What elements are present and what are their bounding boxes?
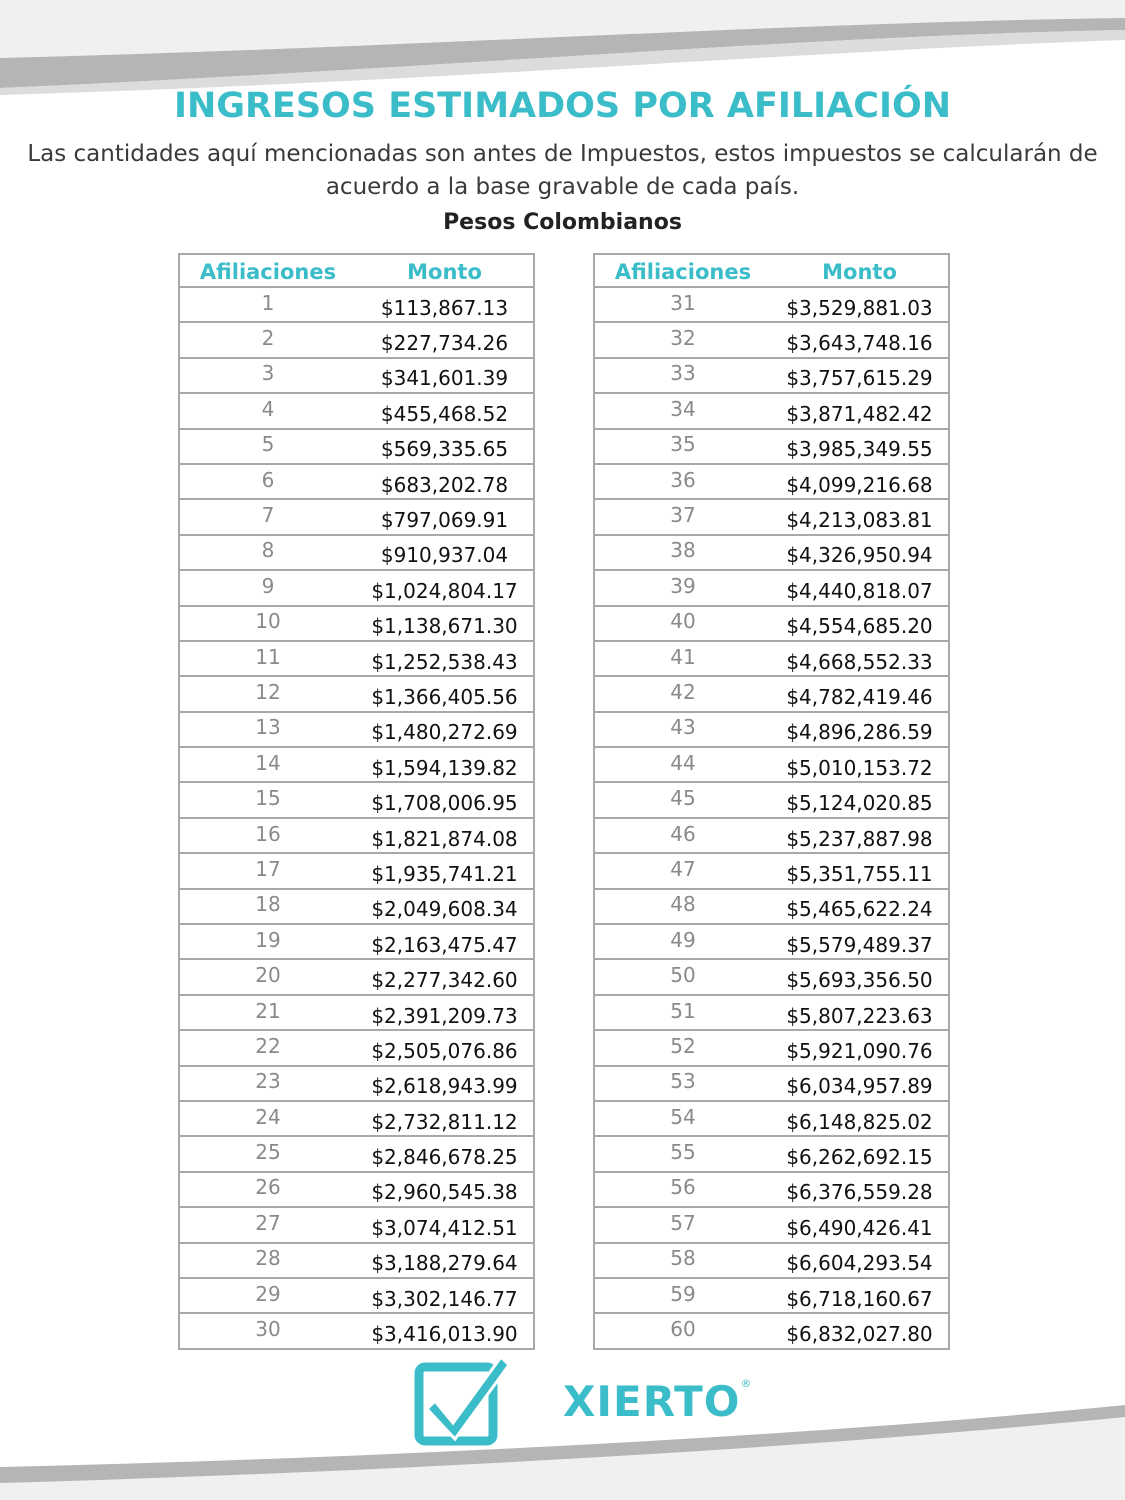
table-row: [594, 358, 949, 393]
afiliaciones-cell: 21: [179, 995, 356, 1030]
afiliaciones-cell: 9: [179, 570, 356, 605]
table-row: [594, 287, 949, 322]
monto-cell: $1,935,741.21: [356, 853, 534, 888]
afiliaciones-cell: 12: [179, 676, 356, 711]
afiliaciones-cell: 51: [594, 995, 771, 1030]
monto-cell: $455,468.52: [356, 393, 534, 428]
afiliaciones-cell: 35: [594, 429, 771, 464]
table-row: [594, 499, 949, 534]
monto-cell: $5,351,755.11: [771, 853, 949, 888]
monto-cell: $5,579,489.37: [771, 924, 949, 959]
table-row: [594, 570, 949, 605]
afiliaciones-cell: 22: [179, 1030, 356, 1065]
afiliaciones-cell: 43: [594, 712, 771, 747]
header-monto: Monto: [771, 254, 949, 287]
monto-cell: $1,708,006.95: [356, 782, 534, 817]
afiliaciones-cell: 57: [594, 1207, 771, 1242]
afiliaciones-cell: 24: [179, 1101, 356, 1136]
afiliaciones-cell: 59: [594, 1278, 771, 1313]
table-header-row: [179, 254, 534, 287]
monto-cell: $1,366,405.56: [356, 676, 534, 711]
table-row: [594, 641, 949, 676]
monto-cell: $4,213,083.81: [771, 499, 949, 534]
table-row: [594, 959, 949, 994]
monto-cell: $1,252,538.43: [356, 641, 534, 676]
table-row: [179, 747, 534, 782]
page-title: INGRESOS ESTIMADOS POR AFILIACIÓN: [173, 86, 952, 126]
table-row: [179, 429, 534, 464]
monto-cell: $6,376,559.28: [771, 1172, 949, 1207]
afiliaciones-cell: 37: [594, 499, 771, 534]
table-row: [594, 1278, 949, 1313]
afiliaciones-cell: 60: [594, 1313, 771, 1348]
table-row: [179, 1066, 534, 1101]
monto-cell: $3,302,146.77: [356, 1278, 534, 1313]
table-row: [179, 818, 534, 853]
afiliaciones-cell: 39: [594, 570, 771, 605]
monto-cell: $2,960,545.38: [356, 1172, 534, 1207]
table-row: [179, 924, 534, 959]
table-row: [179, 995, 534, 1030]
table-row: [594, 322, 949, 357]
afiliaciones-cell: 3: [179, 358, 356, 393]
afiliaciones-cell: 58: [594, 1243, 771, 1278]
table-row: [594, 535, 949, 570]
afiliaciones-cell: 34: [594, 393, 771, 428]
afiliaciones-cell: 54: [594, 1101, 771, 1136]
afiliaciones-cell: 2: [179, 322, 356, 357]
monto-cell: $2,277,342.60: [356, 959, 534, 994]
afiliaciones-cell: 32: [594, 322, 771, 357]
monto-cell: $4,896,286.59: [771, 712, 949, 747]
afiliaciones-cell: 4: [179, 393, 356, 428]
monto-cell: $2,505,076.86: [356, 1030, 534, 1065]
monto-cell: $683,202.78: [356, 464, 534, 499]
afiliaciones-cell: 26: [179, 1172, 356, 1207]
table-row: [179, 1207, 534, 1242]
monto-cell: $3,871,482.42: [771, 393, 949, 428]
afiliaciones-cell: 28: [179, 1243, 356, 1278]
table-row: [594, 818, 949, 853]
monto-cell: $3,529,881.03: [771, 287, 949, 322]
afiliaciones-cell: 27: [179, 1207, 356, 1242]
monto-cell: $1,024,804.17: [356, 570, 534, 605]
registered-mark: ®: [740, 1377, 753, 1390]
table-row: [594, 924, 949, 959]
table-row: [179, 889, 534, 924]
monto-cell: $5,010,153.72: [771, 747, 949, 782]
table-row: [179, 570, 534, 605]
table-row: [594, 464, 949, 499]
table-row: [179, 1278, 534, 1313]
monto-cell: $3,416,013.90: [356, 1313, 534, 1348]
table-row: [179, 853, 534, 888]
afiliaciones-cell: 44: [594, 747, 771, 782]
monto-cell: $4,099,216.68: [771, 464, 949, 499]
affiliation-table-left: [178, 253, 535, 1350]
afiliaciones-cell: 40: [594, 606, 771, 641]
afiliaciones-cell: 14: [179, 747, 356, 782]
table-row: [594, 1172, 949, 1207]
monto-cell: $3,643,748.16: [771, 322, 949, 357]
table-body-right: [594, 287, 949, 1349]
table-row: [179, 641, 534, 676]
monto-cell: $227,734.26: [356, 322, 534, 357]
afiliaciones-cell: 33: [594, 358, 771, 393]
monto-cell: $5,237,887.98: [771, 818, 949, 853]
table-row: [594, 1030, 949, 1065]
monto-cell: $1,138,671.30: [356, 606, 534, 641]
table-row: [179, 959, 534, 994]
monto-cell: $6,262,692.15: [771, 1136, 949, 1171]
affiliation-table-right: [593, 253, 950, 1350]
monto-cell: $5,124,020.85: [771, 782, 949, 817]
afiliaciones-cell: 31: [594, 287, 771, 322]
monto-cell: $341,601.39: [356, 358, 534, 393]
table-row: [179, 358, 534, 393]
monto-cell: $4,440,818.07: [771, 570, 949, 605]
table-row: [179, 499, 534, 534]
table-row: [179, 1136, 534, 1171]
afiliaciones-cell: 36: [594, 464, 771, 499]
table-row: [179, 606, 534, 641]
header-afiliaciones: Afiliaciones: [179, 254, 356, 287]
afiliaciones-cell: 38: [594, 535, 771, 570]
monto-cell: $6,034,957.89: [771, 1066, 949, 1101]
table-row: [179, 1313, 534, 1348]
monto-cell: $2,846,678.25: [356, 1136, 534, 1171]
afiliaciones-cell: 11: [179, 641, 356, 676]
monto-cell: $6,148,825.02: [771, 1101, 949, 1136]
afiliaciones-cell: 56: [594, 1172, 771, 1207]
table-row: [594, 1101, 949, 1136]
afiliaciones-cell: 30: [179, 1313, 356, 1348]
table-row: [179, 782, 534, 817]
monto-cell: $4,782,419.46: [771, 676, 949, 711]
afiliaciones-cell: 42: [594, 676, 771, 711]
monto-cell: $4,326,950.94: [771, 535, 949, 570]
monto-cell: $4,668,552.33: [771, 641, 949, 676]
table-body-left: [179, 287, 534, 1349]
monto-cell: $1,480,272.69: [356, 712, 534, 747]
afiliaciones-cell: 47: [594, 853, 771, 888]
afiliaciones-cell: 25: [179, 1136, 356, 1171]
table-row: [179, 1101, 534, 1136]
afiliaciones-cell: 48: [594, 889, 771, 924]
table-row: [594, 606, 949, 641]
afiliaciones-cell: 52: [594, 1030, 771, 1065]
table-row: [179, 287, 534, 322]
monto-cell: $1,821,874.08: [356, 818, 534, 853]
monto-cell: $2,391,209.73: [356, 995, 534, 1030]
monto-cell: $5,693,356.50: [771, 959, 949, 994]
afiliaciones-cell: 18: [179, 889, 356, 924]
table-row: [179, 464, 534, 499]
bottom-swoosh-decoration: [0, 1405, 1125, 1500]
table-row: [594, 1313, 949, 1348]
table-row: [179, 1172, 534, 1207]
afiliaciones-cell: 45: [594, 782, 771, 817]
monto-cell: $6,604,293.54: [771, 1243, 949, 1278]
afiliaciones-cell: 50: [594, 959, 771, 994]
monto-cell: $5,807,223.63: [771, 995, 949, 1030]
afiliaciones-cell: 20: [179, 959, 356, 994]
table-row: [594, 429, 949, 464]
table-row: [179, 676, 534, 711]
table-row: [594, 747, 949, 782]
table-row: [179, 393, 534, 428]
table-row: [594, 1243, 949, 1278]
afiliaciones-cell: 41: [594, 641, 771, 676]
table-row: [179, 712, 534, 747]
afiliaciones-cell: 46: [594, 818, 771, 853]
afiliaciones-cell: 15: [179, 782, 356, 817]
afiliaciones-cell: 23: [179, 1066, 356, 1101]
table-row: [594, 782, 949, 817]
header-monto: Monto: [356, 254, 534, 287]
table-row: [594, 853, 949, 888]
logo-text: XIERTO: [563, 1377, 741, 1426]
table-row: [594, 712, 949, 747]
monto-cell: $2,163,475.47: [356, 924, 534, 959]
monto-cell: $4,554,685.20: [771, 606, 949, 641]
monto-cell: $2,732,811.12: [356, 1101, 534, 1136]
monto-cell: $3,757,615.29: [771, 358, 949, 393]
afiliaciones-cell: 49: [594, 924, 771, 959]
afiliaciones-cell: 8: [179, 535, 356, 570]
table-row: [179, 1243, 534, 1278]
header-afiliaciones: Afiliaciones: [594, 254, 771, 287]
afiliaciones-cell: 55: [594, 1136, 771, 1171]
table-header-row: [594, 254, 949, 287]
table-row: [179, 322, 534, 357]
table-row: [179, 535, 534, 570]
table-row: [594, 1207, 949, 1242]
top-swoosh-decoration: [0, 0, 1125, 95]
monto-cell: $113,867.13: [356, 287, 534, 322]
afiliaciones-cell: 17: [179, 853, 356, 888]
table-row: [594, 393, 949, 428]
monto-cell: $6,490,426.41: [771, 1207, 949, 1242]
table-row: [594, 1066, 949, 1101]
afiliaciones-cell: 16: [179, 818, 356, 853]
afiliaciones-cell: 5: [179, 429, 356, 464]
monto-cell: $797,069.91: [356, 499, 534, 534]
monto-cell: $2,049,608.34: [356, 889, 534, 924]
monto-cell: $569,335.65: [356, 429, 534, 464]
afiliaciones-cell: 13: [179, 712, 356, 747]
monto-cell: $6,832,027.80: [771, 1313, 949, 1348]
monto-cell: $3,985,349.55: [771, 429, 949, 464]
page-subtitle: Las cantidades aquí mencionadas son antes de Impuestos, estos impuestos se calcularán de acuerdo a la base gravable de cada país.: [27, 141, 1098, 200]
afiliaciones-cell: 7: [179, 499, 356, 534]
currency-label: Pesos Colombianos: [443, 210, 682, 235]
afiliaciones-cell: 6: [179, 464, 356, 499]
monto-cell: $3,074,412.51: [356, 1207, 534, 1242]
afiliaciones-cell: 19: [179, 924, 356, 959]
table-row: [594, 676, 949, 711]
afiliaciones-cell: 10: [179, 606, 356, 641]
monto-cell: $3,188,279.64: [356, 1243, 534, 1278]
table-row: [179, 1030, 534, 1065]
afiliaciones-cell: 29: [179, 1278, 356, 1313]
monto-cell: $6,718,160.67: [771, 1278, 949, 1313]
monto-cell: $5,921,090.76: [771, 1030, 949, 1065]
table-row: [594, 1136, 949, 1171]
monto-cell: $2,618,943.99: [356, 1066, 534, 1101]
afiliaciones-cell: 1: [179, 287, 356, 322]
table-row: [594, 995, 949, 1030]
table-row: [594, 889, 949, 924]
monto-cell: $1,594,139.82: [356, 747, 534, 782]
afiliaciones-cell: 53: [594, 1066, 771, 1101]
monto-cell: $5,465,622.24: [771, 889, 949, 924]
monto-cell: $910,937.04: [356, 535, 534, 570]
